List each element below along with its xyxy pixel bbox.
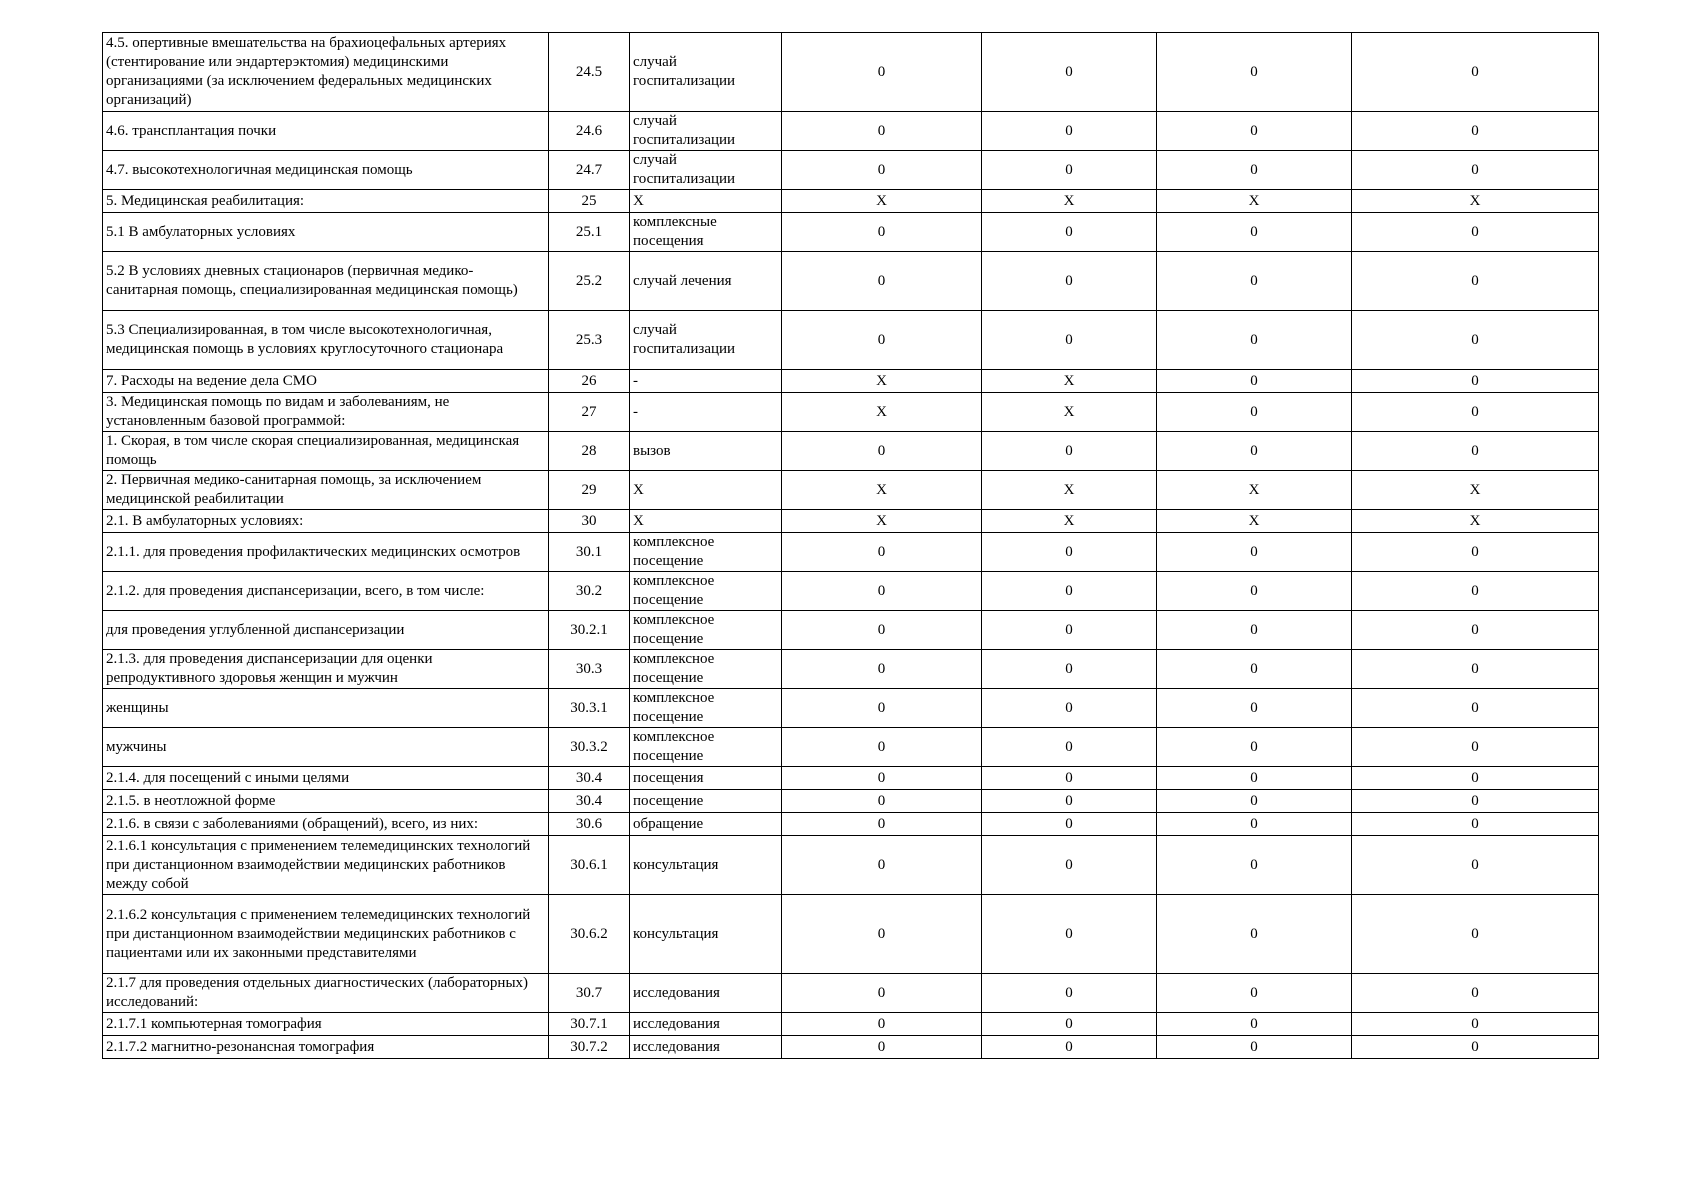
row-unit-cell: - [630, 370, 782, 393]
row-name-cell: 5.1 В амбулаторных условиях [103, 213, 549, 252]
row-name-cell: 2.1. В амбулаторных условиях: [103, 510, 549, 533]
row-unit-cell: комплексное посещение [630, 572, 782, 611]
row-value-cell: 0 [982, 836, 1157, 895]
row-code-cell: 24.6 [549, 112, 630, 151]
row-name-cell: 4.7. высокотехнологичная медицинская помощь [103, 151, 549, 190]
row-code-cell: 25.1 [549, 213, 630, 252]
row-unit-cell: комплексные посещения [630, 213, 782, 252]
row-value-cell: 0 [1352, 1013, 1599, 1036]
row-code-cell: 25 [549, 190, 630, 213]
table-row [103, 836, 1599, 895]
row-unit-cell: случай госпитализации [630, 311, 782, 370]
row-value-cell: 0 [982, 611, 1157, 650]
row-unit-cell: комплексное посещение [630, 689, 782, 728]
table-row [103, 432, 1599, 471]
row-value-cell: 0 [1352, 813, 1599, 836]
row-value-cell: 0 [982, 533, 1157, 572]
row-value-cell: 0 [782, 572, 982, 611]
row-code-cell: 30.3 [549, 650, 630, 689]
row-name-cell: 5.2 В условиях дневных стационаров (первичная медико-санитарная помощь, специализированная медицинская помощь) [103, 252, 549, 311]
row-value-cell: 0 [1157, 728, 1352, 767]
row-value-cell: 0 [1157, 370, 1352, 393]
row-value-cell: 0 [1157, 790, 1352, 813]
row-value-cell: 0 [1352, 151, 1599, 190]
row-value-cell: 0 [1352, 895, 1599, 974]
row-value-cell: 0 [782, 1013, 982, 1036]
row-unit-cell: консультация [630, 895, 782, 974]
row-value-cell: 0 [982, 33, 1157, 112]
row-value-cell: 0 [782, 213, 982, 252]
row-name-cell: 2.1.6.1 консультация с применением телемедицинских технологий при дистанционном взаимодействии медицинских работников между собой [103, 836, 549, 895]
row-name-cell: 2.1.2. для проведения диспансеризации, всего, в том числе: [103, 572, 549, 611]
row-value-cell: 0 [782, 836, 982, 895]
row-code-cell: 30.1 [549, 533, 630, 572]
row-value-cell: 0 [1352, 533, 1599, 572]
row-name-cell: 2.1.5. в неотложной форме [103, 790, 549, 813]
row-value-cell: 0 [782, 974, 982, 1013]
row-name-cell: мужчины [103, 728, 549, 767]
row-value-cell: X [782, 190, 982, 213]
row-value-cell: 0 [982, 432, 1157, 471]
row-value-cell: 0 [982, 813, 1157, 836]
row-name-cell: 2.1.6. в связи с заболеваниями (обращений), всего, из них: [103, 813, 549, 836]
row-value-cell: 0 [1352, 611, 1599, 650]
row-value-cell: 0 [1157, 689, 1352, 728]
row-value-cell: 0 [1157, 895, 1352, 974]
row-value-cell: 0 [1157, 767, 1352, 790]
row-value-cell: 0 [1352, 311, 1599, 370]
row-value-cell: 0 [1352, 767, 1599, 790]
row-value-cell: 0 [782, 252, 982, 311]
row-code-cell: 28 [549, 432, 630, 471]
row-value-cell: 0 [982, 767, 1157, 790]
row-value-cell: 0 [782, 611, 982, 650]
row-value-cell: 0 [1352, 836, 1599, 895]
row-unit-cell: исследования [630, 1013, 782, 1036]
row-value-cell: X [1352, 190, 1599, 213]
row-value-cell: 0 [1352, 1036, 1599, 1059]
row-name-cell: 2.1.4. для посещений с иными целями [103, 767, 549, 790]
row-unit-cell: исследования [630, 1036, 782, 1059]
row-value-cell: 0 [1157, 813, 1352, 836]
row-value-cell: 0 [782, 533, 982, 572]
row-unit-cell: X [630, 190, 782, 213]
table-row [103, 112, 1599, 151]
row-value-cell: 0 [982, 1036, 1157, 1059]
row-value-cell: 0 [1157, 311, 1352, 370]
row-value-cell: X [782, 393, 982, 432]
row-code-cell: 30.6.1 [549, 836, 630, 895]
row-unit-cell: комплексное посещение [630, 650, 782, 689]
row-unit-cell: случай госпитализации [630, 33, 782, 112]
row-value-cell: 0 [982, 650, 1157, 689]
table-row [103, 151, 1599, 190]
table-row [103, 767, 1599, 790]
row-code-cell: 29 [549, 471, 630, 510]
row-value-cell: 0 [1352, 689, 1599, 728]
row-value-cell: X [782, 471, 982, 510]
row-code-cell: 30.3.1 [549, 689, 630, 728]
row-value-cell: 0 [1352, 33, 1599, 112]
row-name-cell: 2.1.6.2 консультация с применением телемедицинских технологий при дистанционном взаимодействии медицинских работников с пациентами или их законными представителями [103, 895, 549, 974]
row-value-cell: 0 [982, 311, 1157, 370]
table-row [103, 611, 1599, 650]
row-code-cell: 26 [549, 370, 630, 393]
row-name-cell: 4.6. трансплантация почки [103, 112, 549, 151]
row-name-cell: 5. Медицинская реабилитация: [103, 190, 549, 213]
row-value-cell: 0 [1157, 974, 1352, 1013]
table-row [103, 533, 1599, 572]
table-row [103, 370, 1599, 393]
row-code-cell: 30.3.2 [549, 728, 630, 767]
row-value-cell: 0 [982, 728, 1157, 767]
row-code-cell: 24.7 [549, 151, 630, 190]
row-value-cell: 0 [782, 689, 982, 728]
row-value-cell: 0 [982, 790, 1157, 813]
row-value-cell: 0 [1157, 836, 1352, 895]
row-value-cell: 0 [1352, 974, 1599, 1013]
table-row [103, 311, 1599, 370]
table-body [103, 33, 1599, 1059]
row-name-cell: 1. Скорая, в том числе скорая специализированная, медицинская помощь [103, 432, 549, 471]
row-code-cell: 30 [549, 510, 630, 533]
row-value-cell: 0 [982, 974, 1157, 1013]
row-code-cell: 25.3 [549, 311, 630, 370]
row-code-cell: 30.6.2 [549, 895, 630, 974]
row-unit-cell: посещения [630, 767, 782, 790]
row-unit-cell: исследования [630, 974, 782, 1013]
row-value-cell: 0 [1352, 790, 1599, 813]
row-code-cell: 30.2 [549, 572, 630, 611]
table-row [103, 213, 1599, 252]
row-unit-cell: комплексное посещение [630, 728, 782, 767]
row-name-cell: 2.1.7.1 компьютерная томография [103, 1013, 549, 1036]
row-value-cell: 0 [982, 572, 1157, 611]
row-value-cell: 0 [1352, 432, 1599, 471]
row-value-cell: X [982, 393, 1157, 432]
table-row [103, 813, 1599, 836]
row-name-cell: 4.5. опертивные вмешательства на брахиоцефальных артериях (стентирование или эндартерэктомия) медицинскими организациями (за исключением федеральных медицинских организаций) [103, 33, 549, 112]
row-value-cell: 0 [782, 33, 982, 112]
row-value-cell: 0 [982, 112, 1157, 151]
row-value-cell: 0 [1352, 112, 1599, 151]
row-value-cell: X [1157, 510, 1352, 533]
row-value-cell: 0 [1157, 572, 1352, 611]
row-code-cell: 25.2 [549, 252, 630, 311]
row-name-cell: 2.1.3. для проведения диспансеризации для оценки репродуктивного здоровья женщин и мужчин [103, 650, 549, 689]
row-value-cell: 0 [1157, 611, 1352, 650]
row-name-cell: 2.1.7.2 магнитно-резонансная томография [103, 1036, 549, 1059]
row-code-cell: 30.2.1 [549, 611, 630, 650]
row-value-cell: X [1157, 471, 1352, 510]
row-value-cell: 0 [982, 213, 1157, 252]
row-value-cell: 0 [782, 767, 982, 790]
row-value-cell: 0 [1157, 650, 1352, 689]
row-value-cell: X [982, 471, 1157, 510]
row-value-cell: 0 [782, 813, 982, 836]
row-value-cell: X [1352, 510, 1599, 533]
row-name-cell: 2.1.7 для проведения отдельных диагностических (лабораторных) исследований: [103, 974, 549, 1013]
row-value-cell: 0 [782, 151, 982, 190]
table-row [103, 510, 1599, 533]
row-name-cell: для проведения углубленной диспансеризации [103, 611, 549, 650]
row-value-cell: 0 [1157, 1036, 1352, 1059]
row-value-cell: 0 [1352, 650, 1599, 689]
row-value-cell: 0 [982, 1013, 1157, 1036]
row-code-cell: 30.6 [549, 813, 630, 836]
row-unit-cell: вызов [630, 432, 782, 471]
row-unit-cell: X [630, 510, 782, 533]
table-row [103, 572, 1599, 611]
row-unit-cell: случай госпитализации [630, 112, 782, 151]
table-row [103, 650, 1599, 689]
row-value-cell: 0 [782, 728, 982, 767]
row-unit-cell: X [630, 471, 782, 510]
row-value-cell: 0 [1157, 151, 1352, 190]
row-value-cell: 0 [1157, 1013, 1352, 1036]
row-unit-cell: консультация [630, 836, 782, 895]
table-row [103, 1013, 1599, 1036]
row-value-cell: X [1157, 190, 1352, 213]
row-code-cell: 24.5 [549, 33, 630, 112]
row-value-cell: 0 [782, 895, 982, 974]
table-row [103, 471, 1599, 510]
row-value-cell: 0 [1157, 533, 1352, 572]
row-name-cell: 3. Медицинская помощь по видам и заболеваниям, не установленным базовой программой: [103, 393, 549, 432]
row-value-cell: 0 [1352, 572, 1599, 611]
table-row [103, 393, 1599, 432]
row-value-cell: 0 [1157, 112, 1352, 151]
row-value-cell: 0 [782, 311, 982, 370]
row-value-cell: X [1352, 471, 1599, 510]
row-code-cell: 30.4 [549, 790, 630, 813]
row-unit-cell: комплексное посещение [630, 611, 782, 650]
row-value-cell: 0 [782, 432, 982, 471]
table-row [103, 689, 1599, 728]
row-value-cell: 0 [1157, 432, 1352, 471]
row-value-cell: 0 [1157, 213, 1352, 252]
table-row [103, 252, 1599, 311]
row-value-cell: 0 [1352, 252, 1599, 311]
row-value-cell: 0 [1157, 33, 1352, 112]
row-value-cell: 0 [782, 650, 982, 689]
table-row [103, 974, 1599, 1013]
row-unit-cell: обращение [630, 813, 782, 836]
row-value-cell: 0 [782, 1036, 982, 1059]
data-table [102, 32, 1599, 1059]
row-code-cell: 27 [549, 393, 630, 432]
row-name-cell: 7. Расходы на ведение дела СМО [103, 370, 549, 393]
row-value-cell: X [782, 510, 982, 533]
row-value-cell: 0 [982, 689, 1157, 728]
row-code-cell: 30.7.2 [549, 1036, 630, 1059]
table-row [103, 1036, 1599, 1059]
row-unit-cell: случай лечения [630, 252, 782, 311]
row-unit-cell: посещение [630, 790, 782, 813]
row-code-cell: 30.7 [549, 974, 630, 1013]
row-unit-cell: - [630, 393, 782, 432]
row-value-cell: 0 [1157, 252, 1352, 311]
row-value-cell: X [982, 370, 1157, 393]
row-value-cell: X [782, 370, 982, 393]
row-name-cell: 2. Первичная медико-санитарная помощь, за исключением медицинской реабилитации [103, 471, 549, 510]
row-name-cell: 2.1.1. для проведения профилактических медицинских осмотров [103, 533, 549, 572]
table-row [103, 33, 1599, 112]
row-value-cell: 0 [782, 790, 982, 813]
table-row [103, 790, 1599, 813]
row-value-cell: 0 [982, 252, 1157, 311]
table-row [103, 895, 1599, 974]
table-row [103, 728, 1599, 767]
row-value-cell: 0 [1352, 370, 1599, 393]
row-value-cell: X [982, 190, 1157, 213]
row-value-cell: 0 [1352, 728, 1599, 767]
row-value-cell: X [982, 510, 1157, 533]
row-value-cell: 0 [1352, 393, 1599, 432]
row-code-cell: 30.4 [549, 767, 630, 790]
row-code-cell: 30.7.1 [549, 1013, 630, 1036]
row-value-cell: 0 [782, 112, 982, 151]
row-name-cell: женщины [103, 689, 549, 728]
row-unit-cell: случай госпитализации [630, 151, 782, 190]
row-value-cell: 0 [982, 895, 1157, 974]
row-value-cell: 0 [982, 151, 1157, 190]
row-value-cell: 0 [1157, 393, 1352, 432]
table-row [103, 190, 1599, 213]
row-unit-cell: комплексное посещение [630, 533, 782, 572]
row-value-cell: 0 [1352, 213, 1599, 252]
row-name-cell: 5.3 Специализированная, в том числе высокотехнологичная, медицинская помощь в условиях круглосуточного стационара [103, 311, 549, 370]
